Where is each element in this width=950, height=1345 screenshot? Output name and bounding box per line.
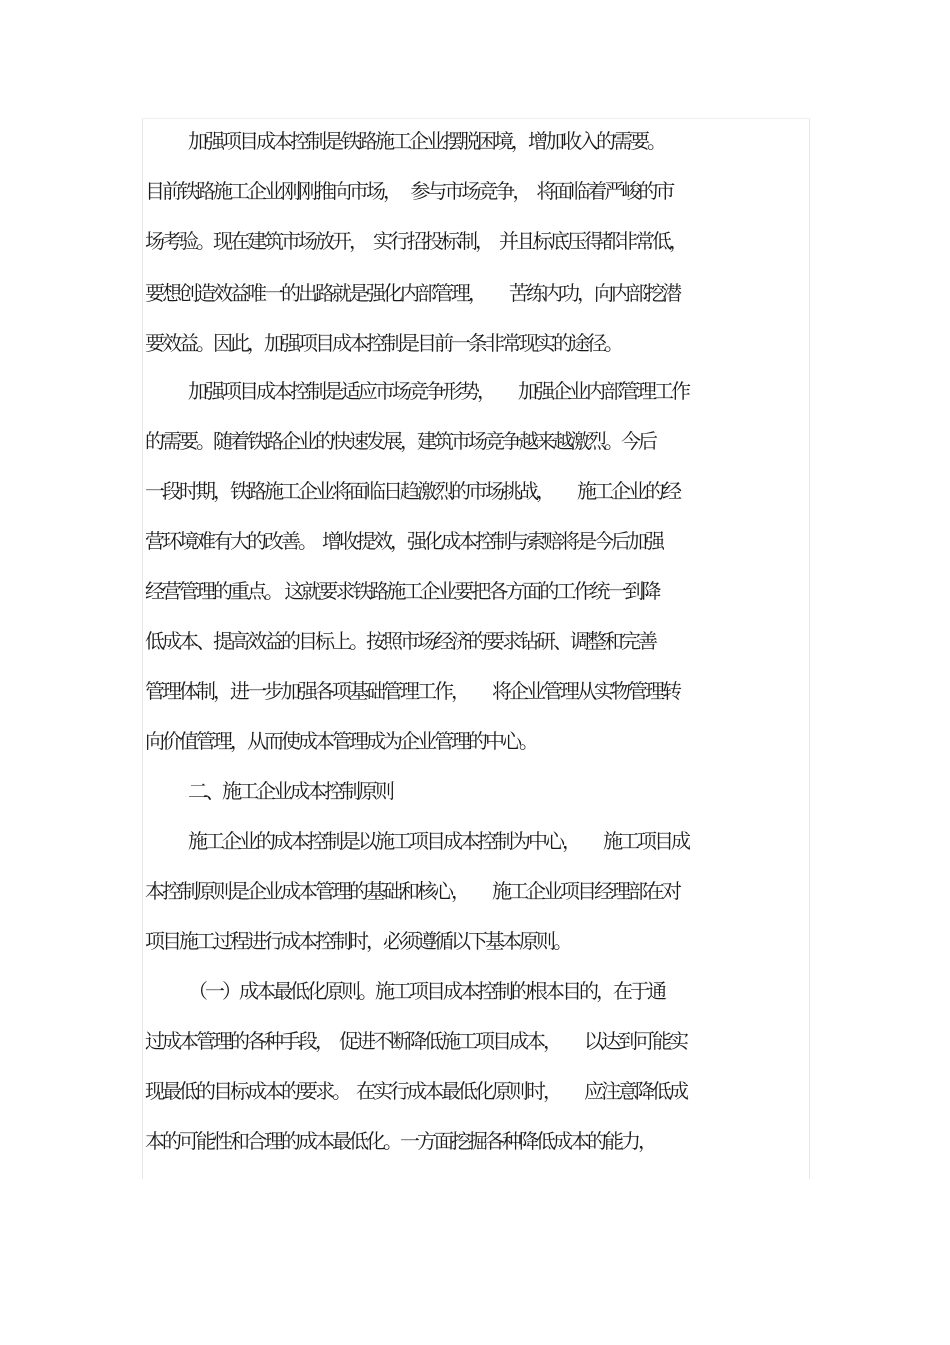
paragraph-line: 加强项目成本控制是适应市场竞争形势， 加强企业内部管理工作	[188, 379, 688, 403]
paragraph-line: 要想创造效益唯一的出路就是强化内部管理， 苦练内功，向内部挖潜	[145, 281, 679, 305]
paragraph-line: 一段时期，铁路施工企业将面临日趋激烈的市场挑战， 施工企业的经	[145, 479, 679, 503]
paragraph-line: （一）成本最低化原则。施工项目成本控制的根本目的，在于通	[188, 979, 664, 1003]
paragraph-line: 营环境难有大的改善。 增收提效，强化成本控制与索赔将是今后加强	[145, 529, 662, 553]
paragraph-line: 经营管理的重点。 这就要求铁路施工企业要把各方面的工作统一到降	[145, 579, 659, 603]
paragraph-line: 低成本、提高效益的目标上。按照市场经济的要求钻研、调整和完善	[145, 629, 655, 653]
paragraph-line: 施工企业的成本控制是以施工项目成本控制为中心， 施工项目成	[188, 829, 688, 853]
paragraph-line: 项目施工过程进行成本控制时，必须遵循以下基本原则。	[145, 929, 570, 953]
paragraph-line: 管理体制，进一步加强各项基础管理工作， 将企业管理从实物管理转	[145, 679, 679, 703]
section-heading: 二、施工企业成本控制原则	[188, 779, 392, 803]
paragraph-line: 本的可能性和合理的成本最低化。一方面挖掘各种降低成本的能力，	[145, 1129, 655, 1153]
paragraph-line: 要效益。因此，加强项目成本控制是目前一条非常现实的途径。	[145, 331, 621, 355]
paragraph-line: 场考验。现在建筑市场放开， 实行招投标制， 并且标底压得都非常低，	[145, 229, 686, 253]
paragraph-line: 过成本管理的各种手段， 促进不断降低施工项目成本， 以达到可能实	[145, 1029, 686, 1053]
paragraph-line: 向价值管理，从而使成本管理成为企业管理的中心。	[145, 729, 536, 753]
paragraph-line: 的需要。随着铁路企业的快速发展，建筑市场竞争越来越激烈。今后	[145, 429, 655, 453]
paragraph-line: 加强项目成本控制是铁路施工企业摆脱困境，增加收入的需要。	[188, 129, 664, 153]
paragraph-line: 现最低的目标成本的要求。 在实行成本最低化原则时， 应注意降低成	[145, 1079, 686, 1103]
paragraph-line: 目前铁路施工企业刚刚推向市场， 参与市场竞争， 将面临着严峻的市	[145, 179, 673, 203]
paragraph-line: 本控制原则是企业成本管理的基础和核心， 施工企业项目经理部在对	[145, 879, 679, 903]
